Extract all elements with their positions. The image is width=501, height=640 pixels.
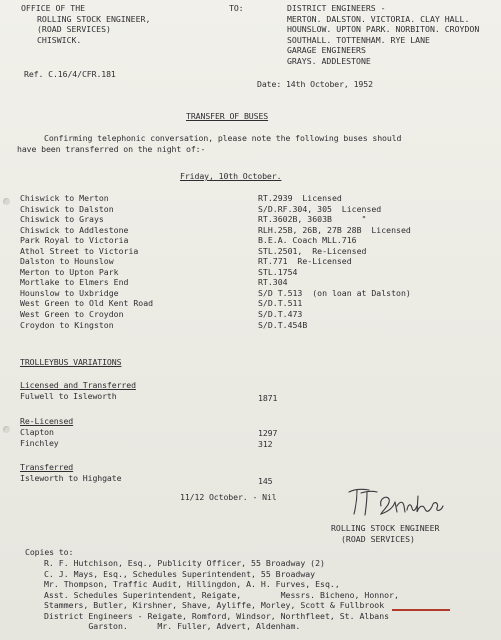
red-pen-underline	[392, 609, 450, 611]
bus-details-column	[258, 193, 411, 330]
punch-hole	[3, 426, 10, 433]
detail-cell: STL.2501, Re-Licensed	[258, 245, 367, 256]
detail-cell: S/D T.513 (on loan at Dalston)	[258, 287, 411, 298]
trolleybus-route: Finchley	[20, 438, 59, 448]
detail-cell: RT.771 Re-Licensed	[258, 256, 352, 267]
to-line: GARAGE ENGINEERS	[287, 45, 366, 56]
trolleybus-number: 312	[258, 439, 273, 449]
bus-routes-column	[20, 193, 153, 330]
route-cell: West Green to Croydon	[20, 309, 124, 320]
trolleybus-route: Fulwell to Isleworth	[20, 391, 117, 401]
signature-title-line: ROLLING STOCK ENGINEER	[331, 523, 440, 533]
handwritten-signature	[345, 484, 447, 522]
copies-line: Asst. Schedules Superintendent, Reigate, Messrs. Bicheno, Honnor,	[44, 589, 399, 600]
trolleybus-number: 1297	[258, 428, 278, 438]
from-block	[21, 3, 150, 45]
to-label: TO:	[229, 3, 244, 13]
trolleybus-route: Clapton	[20, 427, 54, 437]
detail-cell: RT.304	[258, 277, 288, 288]
route-cell: Chiswick to Merton	[20, 193, 109, 203]
group-heading: Licensed and Transferred	[20, 380, 136, 390]
copies-list	[44, 558, 399, 632]
copies-heading: Copies to:	[25, 547, 74, 557]
intro-line: Confirming telephonic conversation, please note the following buses should	[44, 133, 402, 143]
detail-cell: S/D.T.511	[258, 298, 303, 309]
copies-line: Garston. Mr. Fuller, Advert, Aldenham.	[44, 621, 301, 632]
from-line: (ROAD SERVICES)	[37, 24, 111, 35]
intro-line: have been transferred on the night of:-	[17, 144, 206, 154]
punch-hole	[3, 198, 10, 205]
route-cell: Park Royal to Victoria	[20, 235, 129, 246]
copies-line: District Engineers - Reigate, Romford, Windsor, Northfleet, St. Albans	[44, 610, 390, 621]
trolleybus-route: Isleworth to Highgate	[20, 473, 122, 483]
copies-line: R. F. Hutchison, Esq., Publicity Officer, 55 Broadway (2)	[44, 558, 325, 568]
trolleybus-heading: TROLLEYBUS VARIATIONS	[20, 357, 122, 367]
reference: Ref. C.16/4/CFR.181	[24, 69, 116, 79]
detail-cell: STL.1754	[258, 266, 298, 277]
copies-line: Stammers, Butler, Kirshner, Shave, Ayliffe, Morley, Scott & Fullbrook	[44, 600, 385, 611]
detail-cell: RT.2939 Licensed	[258, 193, 342, 203]
memo-date: Date: 14th October, 1952	[257, 79, 373, 89]
nil-line: 11/12 October. - Nil	[180, 492, 277, 502]
route-cell: Croydon to Kingston	[20, 319, 114, 330]
route-cell: Merton to Upton Park	[20, 266, 119, 277]
route-cell: Dalston to Hounslow	[20, 256, 114, 267]
detail-cell: S/D.T.454B	[258, 319, 308, 330]
from-line: ROLLING STOCK ENGINEER,	[37, 13, 151, 24]
memo-title: TRANSFER OF BUSES	[186, 111, 269, 121]
to-line: HOUNSLOW. UPTON PARK. NORBITON. CROYDON	[287, 24, 480, 35]
group-heading: Re-Licensed	[20, 416, 74, 426]
to-line: GRAYS. ADDLESTONE	[287, 55, 371, 66]
group-heading: Transferred	[20, 462, 74, 472]
from-line: CHISWICK.	[37, 34, 82, 45]
route-cell: Mortlake to Elmers End	[20, 277, 129, 288]
detail-cell: RT.3602B, 3603B "	[258, 214, 367, 225]
route-cell: Chiswick to Grays	[20, 214, 104, 225]
to-line: DISTRICT ENGINEERS -	[287, 3, 386, 13]
signature-title-line: (ROAD SERVICES)	[341, 533, 415, 544]
copies-line: C. J. Mays, Esq., Schedules Superintendent, 55 Broadway	[44, 568, 316, 579]
signature-title	[331, 523, 439, 544]
to-line: SOUTHALL. TOTTENHAM. RYE LANE	[287, 34, 430, 45]
detail-cell: S/D.T.473	[258, 309, 303, 320]
detail-cell: B.E.A. Coach MLL.716	[258, 235, 357, 246]
route-cell: Chiswick to Dalston	[20, 203, 114, 214]
to-block	[287, 3, 479, 66]
section-heading: Friday, 10th October.	[180, 171, 282, 181]
trolleybus-number: 1871	[258, 393, 278, 403]
detail-cell: S/D.RF.304, 305 Licensed	[258, 203, 382, 214]
route-cell: Athol Street to Victoria	[20, 245, 139, 256]
route-cell: West Green to Old Kent Road	[20, 298, 154, 309]
route-cell: Chiswick to Addlestone	[20, 224, 129, 235]
detail-cell: RLH.25B, 26B, 27B 28B Licensed	[258, 224, 411, 235]
route-cell: Hounslow to Uxbridge	[20, 287, 119, 298]
trolleybus-number: 145	[258, 476, 273, 486]
from-line: OFFICE OF THE	[21, 3, 86, 13]
copies-line: Mr. Thompson, Traffic Audit, Hillingdon, A. H. Furves, Esq.,	[44, 579, 340, 590]
to-line: MERTON. DALSTON. VICTORIA. CLAY HALL.	[287, 13, 470, 24]
